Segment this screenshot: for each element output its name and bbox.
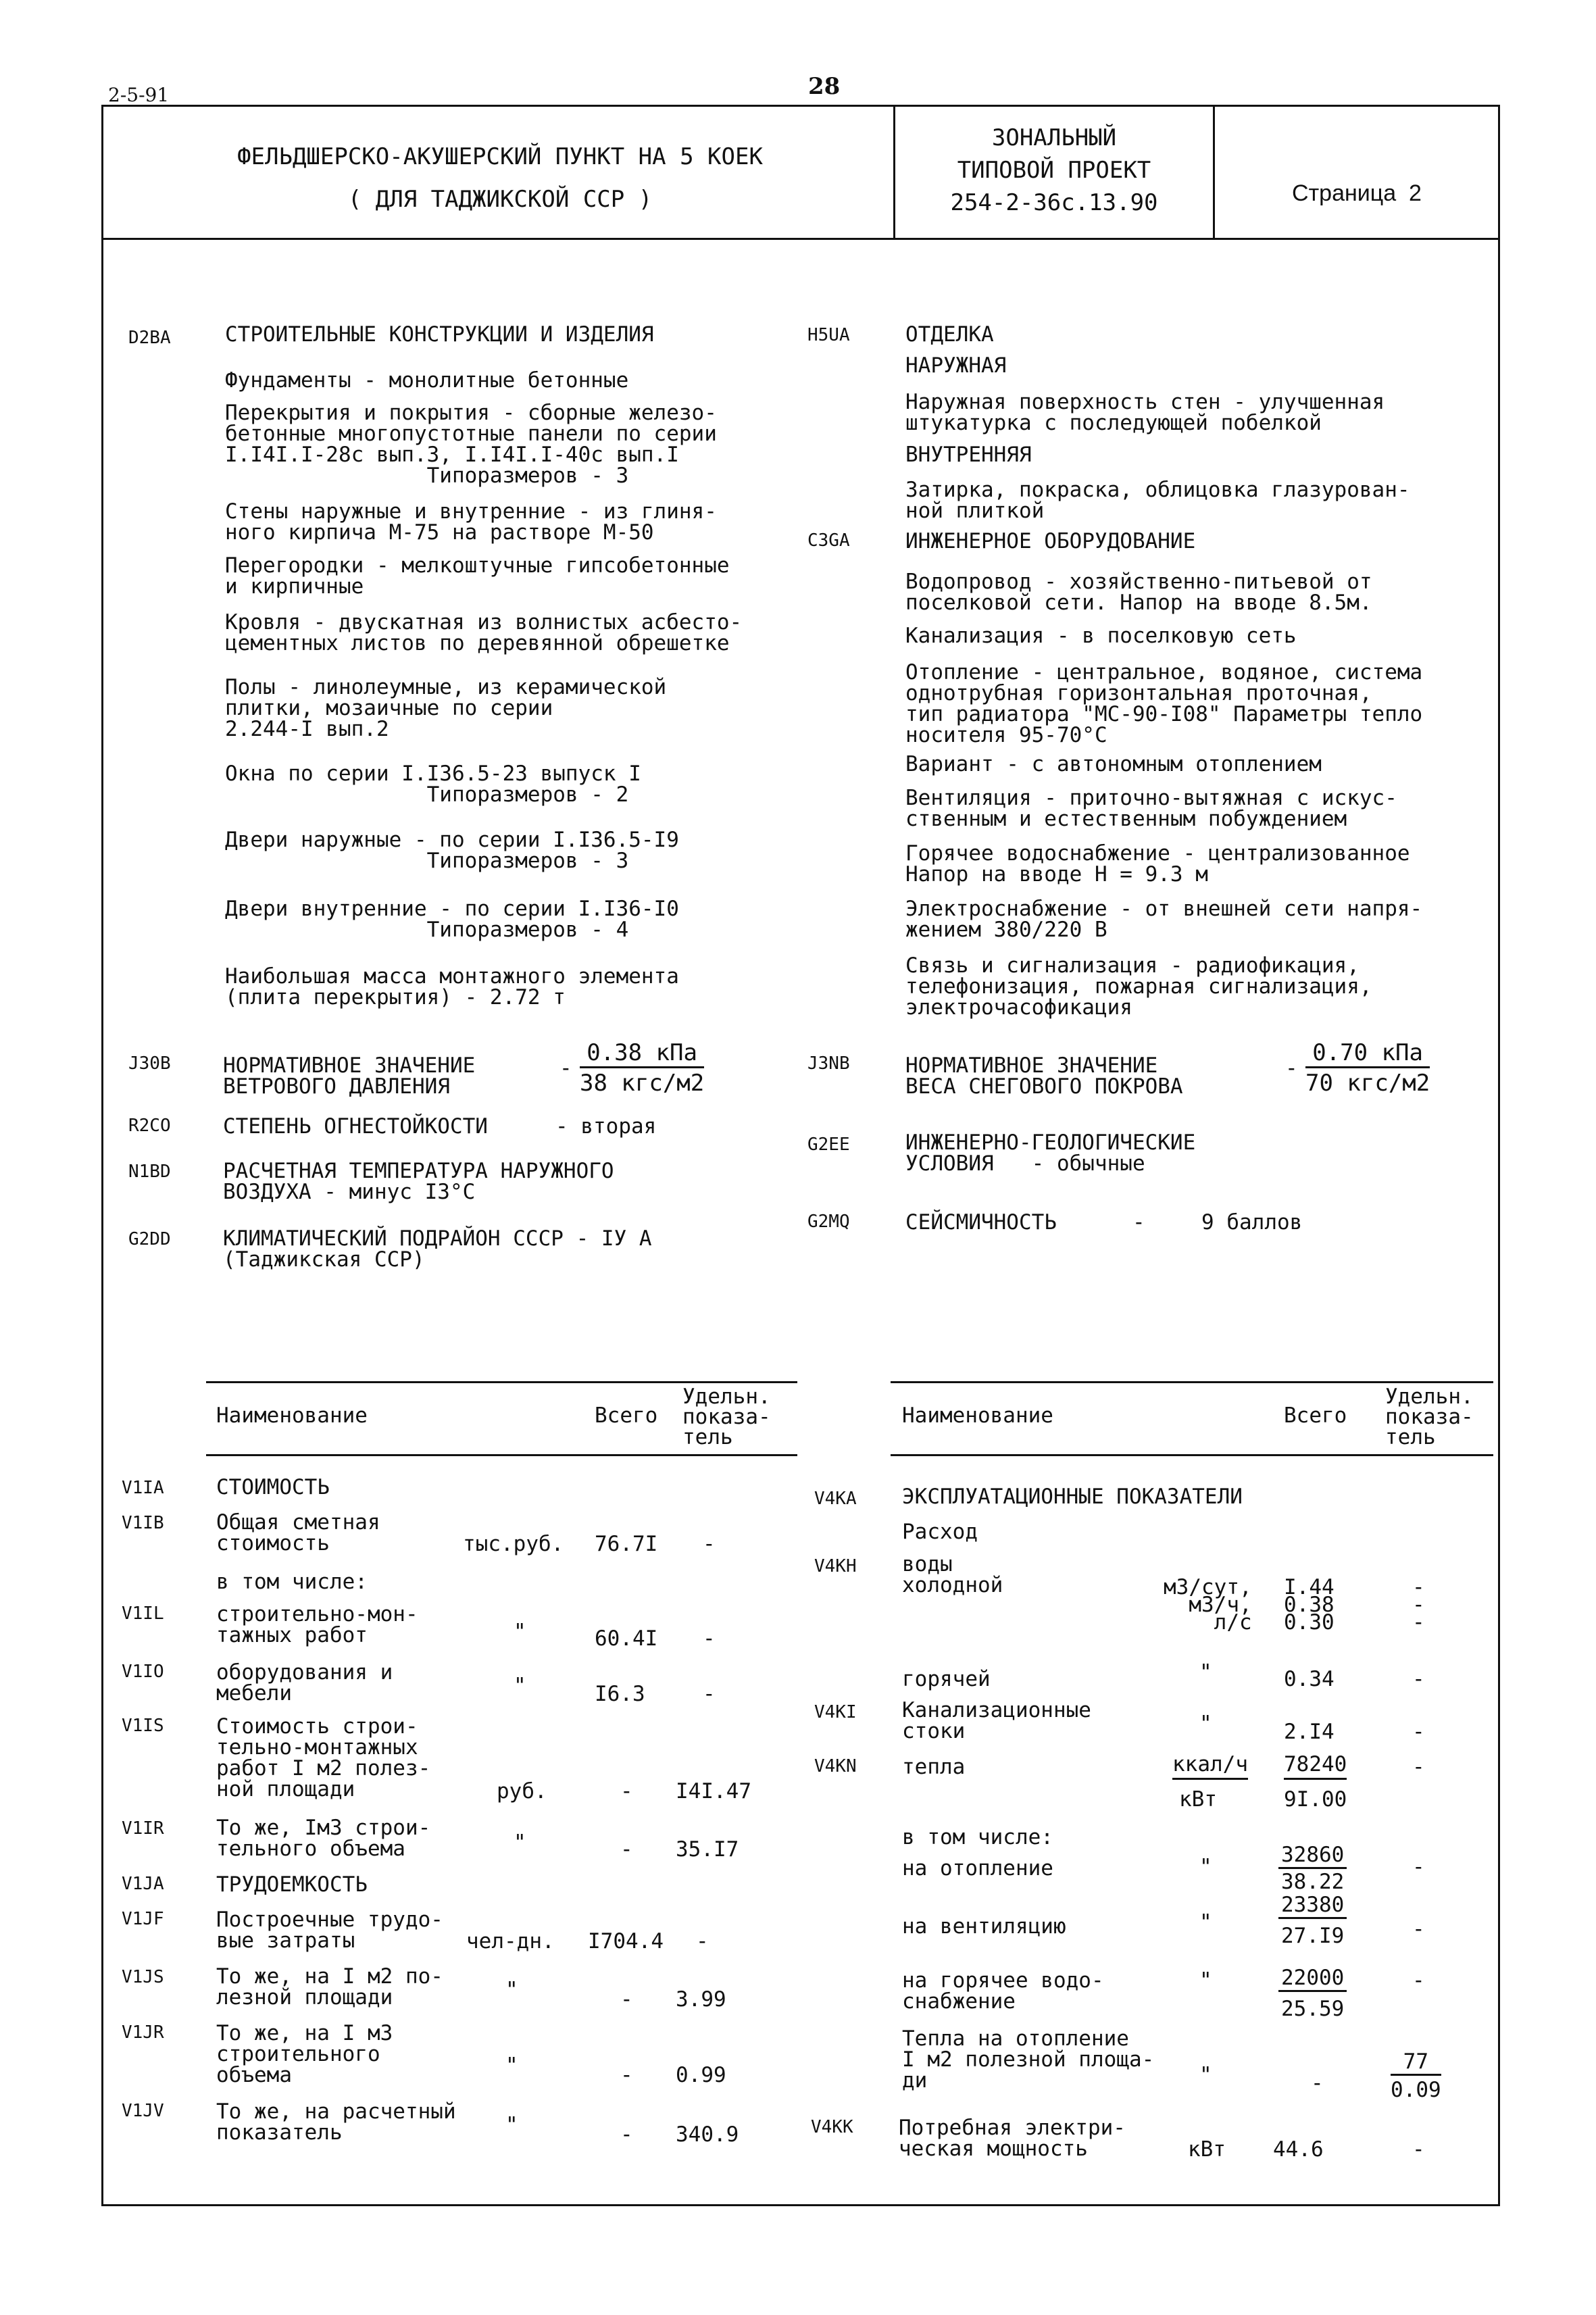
- item-roofing: Кровля - двускатная из волнистых асбесто- цементных листов по деревянной обрешетке: [225, 610, 743, 655]
- left-row-spec: -: [696, 1929, 709, 1953]
- heat-unit-kcal: ккал/ч: [1172, 1754, 1248, 1780]
- item-power-supply: Электроснабжение - от внешней сети напря- жением 380/220 В: [905, 897, 1423, 942]
- code-g2dd: G2DD: [128, 1229, 171, 1249]
- right-row-unit: кВт: [1188, 2137, 1226, 2162]
- right-row-name: воды холодной: [902, 1552, 1003, 1597]
- right-row-unit: ": [1199, 2063, 1212, 2087]
- finishing-exterior-heading: НАРУЖНАЯ: [905, 353, 1007, 378]
- right-row-name: ЭКСПЛУАТАЦИОННЫЕ ПОКАЗАТЕЛИ: [902, 1485, 1243, 1509]
- right-row-spec: -: [1412, 1667, 1425, 1691]
- code-j30b: J30B: [128, 1053, 171, 1074]
- right-row-total: [1284, 1754, 1347, 1810]
- left-row-spec: 35.I7: [676, 1837, 739, 1862]
- heat-per-m2-kcal: 77: [1391, 2051, 1441, 2076]
- left-table-header-total: Всего: [595, 1403, 658, 1428]
- hotwater-total-kcal: 22000: [1278, 1968, 1347, 1992]
- left-row-unit: ": [505, 2053, 518, 2078]
- right-row-name: на вентиляцию: [902, 1914, 1066, 1939]
- seismicity-label: СЕЙСМИЧНОСТЬ: [905, 1210, 1057, 1235]
- item-max-mass: Наибольшая масса монтажного элемента (плита перекрытия) - 2.72 т: [225, 964, 679, 1010]
- snow-load-label: НОРМАТИВНОЕ ЗНАЧЕНИЕ ВЕСА СНЕГОВОГО ПОКРОВА: [905, 1053, 1183, 1099]
- left-row-name: оборудования и мебели: [216, 1660, 393, 1706]
- left-row-code: V1IS: [122, 1716, 164, 1736]
- right-row-total: 44.6: [1273, 2137, 1324, 2162]
- code-g2mq: G2MQ: [807, 1212, 850, 1232]
- project-number: 254-2-36с.13.90: [950, 189, 1158, 216]
- wind-pressure-kpa: 0.38 кПа: [580, 1041, 704, 1068]
- item-foundations: Фундаменты - монолитные бетонные: [225, 368, 629, 393]
- snow-load-dash: -: [1285, 1056, 1298, 1080]
- right-row-spec: -: [1412, 1720, 1425, 1744]
- right-row-total: [1278, 1895, 1347, 1947]
- left-row-spec: 0.99: [676, 2063, 726, 2087]
- right-table-header-total: Всего: [1284, 1403, 1347, 1428]
- page-number: 28: [808, 73, 841, 100]
- right-table-header-name: Наименование: [902, 1403, 1053, 1428]
- right-row-unit: ": [1199, 1910, 1212, 1935]
- wind-pressure-label: НОРМАТИВНОЕ ЗНАЧЕНИЕ ВЕТРОВОГО ДАВЛЕНИЯ: [223, 1053, 476, 1099]
- sheet-number: 2-5-91: [108, 84, 170, 106]
- code-n1bd: N1BD: [128, 1162, 171, 1182]
- left-row-spec: 340.9: [676, 2122, 739, 2147]
- heating-total-kcal: 32860: [1278, 1845, 1347, 1869]
- right-row-spec: -: [1412, 1917, 1425, 1941]
- hotwater-total-kw: 25.59: [1281, 1997, 1345, 2021]
- section-engineering-equipment: ИНЖЕНЕРНОЕ ОБОРУДОВАНИЕ: [905, 529, 1196, 553]
- left-row-name: Общая сметная стоимость: [216, 1510, 380, 1555]
- document-subtitle: ( ДЛЯ ТАДЖИКСКОЙ ССР ): [347, 186, 653, 213]
- left-table-header-spec: Удельн. показа- тель: [682, 1385, 771, 1449]
- left-row-spec: -: [703, 1532, 716, 1556]
- item-hot-water: Горячее водоснабжение - централизованное Напор на вводе Н = 9.3 м: [905, 841, 1410, 887]
- right-row-total: -: [1311, 2071, 1324, 2095]
- item-heating: Отопление - центральное, водяное, система однотрубная горизонтальная проточная, тип радиатора "МС-90-I08" Параметры тепло носителя 95-70°С: [905, 660, 1423, 747]
- left-row-total: I6.3: [595, 1682, 645, 1706]
- item-communications: Связь и сигнализация - радиофикация, телефонизация, пожарная сигнализация, электрочасофикация: [905, 953, 1372, 1020]
- right-row-total: [1278, 1968, 1347, 2020]
- right-table-header-rule: [891, 1454, 1493, 1456]
- item-floors-roofs: Перекрытия и покрытия - сборные железо- бетонные многопустотные панели по серии I.I4I.I-28с вып.3, I.I4I.I-40с вып.I Типоразмеров - 3: [225, 401, 717, 488]
- left-row-total: -: [620, 1987, 633, 2012]
- left-row-code: V1JR: [122, 2022, 164, 2043]
- right-row-total: 0.34: [1284, 1667, 1335, 1691]
- left-table-header-name: Наименование: [216, 1403, 368, 1428]
- geological-conditions: ИНЖЕНЕРНО-ГЕОЛОГИЧЕСКИЕ УСЛОВИЯ - обычные: [905, 1130, 1196, 1176]
- heat-unit-kw: кВт: [1179, 1787, 1217, 1812]
- right-row-code: V4KI: [814, 1702, 857, 1722]
- wind-pressure-kgs: 38 кгс/м2: [580, 1070, 705, 1097]
- left-row-code: V1JA: [122, 1874, 164, 1894]
- item-sewerage: Канализация - в поселковую сеть: [905, 624, 1297, 648]
- left-table-header-rule: [206, 1454, 797, 1456]
- right-row-spec: - - -: [1412, 1575, 1425, 1635]
- left-row-code: V1IL: [122, 1603, 164, 1624]
- right-table-top-rule: [891, 1381, 1493, 1383]
- right-row-name: Потребная электри- ческая мощность: [899, 2116, 1126, 2161]
- fire-resistance-value: - вторая: [555, 1114, 657, 1139]
- left-row-spec: 3.99: [676, 1987, 726, 2012]
- snow-load-kgs: 70 кгс/м2: [1305, 1070, 1430, 1097]
- left-row-unit: ": [514, 1620, 526, 1644]
- left-row-unit: ": [514, 1831, 526, 1855]
- item-heating-variant: Вариант - с автономным отоплением: [905, 752, 1322, 776]
- left-row-code: V1IO: [122, 1662, 164, 1682]
- right-row-name: Тепла на отопление I м2 полезной площа- ди: [902, 2026, 1155, 2093]
- right-row-name: горячей: [902, 1667, 991, 1691]
- left-row-name: СТОИМОСТЬ: [216, 1475, 330, 1499]
- left-row-unit: тыс.руб.: [463, 1532, 564, 1556]
- left-row-code: V1IB: [122, 1513, 164, 1533]
- item-walls: Стены наружные и внутренние - из глиня- ного кирпича М-75 на растворе М-50: [225, 499, 717, 545]
- left-row-name: Построечные трудо- вые затраты: [216, 1908, 443, 1953]
- finishing-exterior-text: Наружная поверхность стен - улучшенная штукатурка с последующей побелкой: [905, 390, 1385, 435]
- right-row-spec: -: [1412, 1855, 1425, 1879]
- left-row-unit: ": [505, 2113, 518, 2137]
- wind-pressure-value: [580, 1041, 704, 1095]
- code-d2ba: D2BA: [128, 328, 171, 348]
- left-table-top-rule: [206, 1381, 797, 1383]
- fire-resistance-label: СТЕПЕНЬ ОГНЕСТОЙКОСТИ: [223, 1114, 488, 1139]
- left-row-name: То же, на расчетный показатель: [216, 2099, 456, 2145]
- code-g2ee: G2EE: [807, 1135, 850, 1155]
- right-row-code: V4KN: [814, 1756, 857, 1776]
- code-c3ga: C3GA: [807, 530, 850, 551]
- left-row-spec: -: [703, 1626, 716, 1651]
- left-row-spec: I4I.47: [676, 1779, 751, 1803]
- left-row-name: строительно-мон- тажных работ: [216, 1602, 418, 1647]
- item-windows: Окна по серии I.I36.5-23 выпуск I Типоразмеров - 2: [225, 762, 641, 807]
- climate-subregion: КЛИМАТИЧЕСКИЙ ПОДРАЙОН СССР - IУ А (Таджикская ССР): [223, 1226, 652, 1272]
- right-row-code: V4KK: [811, 2117, 853, 2137]
- left-row-unit: чел-дн.: [466, 1929, 555, 1953]
- right-row-spec: -: [1412, 1968, 1425, 1993]
- project-type-line2: ТИПОВОЙ ПРОЕКТ: [957, 157, 1151, 184]
- item-outer-doors: Двери наружные - по серии I.I36.5-I9 Типоразмеров - 3: [225, 828, 679, 873]
- right-row-unit: м3/сут, м3/ч, л/с: [1164, 1575, 1252, 1635]
- right-row-name: в том числе:: [902, 1825, 1053, 1849]
- item-partitions: Перегородки - мелкоштучные гипсобетонные и кирпичные: [225, 553, 730, 599]
- right-row-total: 2.I4: [1284, 1720, 1335, 1744]
- left-row-total: -: [620, 1779, 633, 1803]
- right-row-unit: [1172, 1754, 1248, 1810]
- code-r2co: R2CO: [128, 1116, 171, 1136]
- item-water-supply: Водопровод - хозяйственно-питьевой от поселковой сети. Напор на вводе 8.5м.: [905, 570, 1372, 615]
- finishing-interior-text: Затирка, покраска, облицовка глазурован- ной плиткой: [905, 478, 1410, 523]
- left-row-unit: руб.: [497, 1779, 547, 1803]
- page-label: Страница 2: [1292, 180, 1422, 206]
- left-row-name: То же, на I м3 строительного объема: [216, 2021, 393, 2087]
- right-row-spec: [1391, 2051, 1441, 2101]
- left-row-code: V1JF: [122, 1909, 164, 1929]
- left-row-unit: ": [514, 1674, 526, 1698]
- item-inner-doors: Двери внутренние - по серии I.I36-I0 Типоразмеров - 4: [225, 897, 679, 942]
- right-row-name: тепла: [902, 1755, 966, 1779]
- left-row-total: 60.4I: [595, 1626, 658, 1651]
- left-row-name: в том числе:: [216, 1570, 368, 1594]
- right-row-unit: ": [1199, 1660, 1212, 1685]
- heat-total-kcal: 78240: [1284, 1754, 1347, 1780]
- code-h5ua: H5UA: [807, 325, 850, 345]
- document-title: ФЕЛЬДШЕРСКО-АКУШЕРСКИЙ ПУНКТ НА 5 КОЕК: [237, 143, 763, 170]
- section-finishing: ОТДЕЛКА: [905, 322, 994, 347]
- left-row-name: То же, на I м2 по- лезной площади: [216, 1964, 443, 2010]
- left-row-total: -: [620, 2122, 633, 2147]
- right-row-total: I.44 0.38 0.30: [1284, 1575, 1335, 1635]
- item-ventilation: Вентиляция - приточно-вытяжная с искус- ственным и естественным побуждением: [905, 786, 1397, 831]
- snow-load-value: [1305, 1041, 1430, 1095]
- outdoor-temperature: РАСЧЕТНАЯ ТЕМПЕРАТУРА НАРУЖНОГО ВОЗДУХА - минус I3°С: [223, 1159, 614, 1204]
- item-floors: Полы - линолеумные, из керамической плитки, мозаичные по серии 2.244-I вып.2: [225, 675, 667, 741]
- seismicity-dash: -: [1132, 1210, 1145, 1235]
- right-row-name: на горячее водо- снабжение: [902, 1968, 1104, 2014]
- snow-load-kpa: 0.70 кПа: [1305, 1041, 1430, 1068]
- section-building-structures: СТРОИТЕЛЬНЫЕ КОНСТРУКЦИИ И ИЗДЕЛИЯ: [225, 322, 654, 347]
- heat-total-kw: 9I.00: [1284, 1787, 1347, 1812]
- heat-per-m2-kw: 0.09: [1391, 2078, 1441, 2102]
- right-row-name: на отопление: [902, 1856, 1053, 1881]
- header-col-divider-2: [1213, 105, 1215, 239]
- left-row-total: I704.4: [588, 1929, 664, 1953]
- right-row-spec: -: [1412, 1755, 1425, 1779]
- project-type-line1: ЗОНАЛЬНЫЙ: [991, 124, 1117, 151]
- left-row-code: V1IA: [122, 1478, 164, 1498]
- left-row-total: -: [620, 2063, 633, 2087]
- left-row-code: V1JS: [122, 1967, 164, 1987]
- left-row-code: V1IR: [122, 1818, 164, 1839]
- right-row-total: [1278, 1845, 1347, 1893]
- right-row-spec: -: [1412, 2137, 1425, 2162]
- left-row-name: ТРУДОЕМКОСТЬ: [216, 1872, 368, 1897]
- right-row-unit: ": [1199, 1855, 1212, 1879]
- finishing-interior-heading: ВНУТРЕННЯЯ: [905, 443, 1032, 467]
- left-row-code: V1JV: [122, 2101, 164, 2121]
- header-divider: [101, 238, 1500, 240]
- right-row-unit: ": [1199, 1968, 1212, 1993]
- left-row-total: -: [620, 1837, 633, 1862]
- right-row-code: V4KH: [814, 1556, 857, 1576]
- left-row-total: 76.7I: [595, 1532, 658, 1556]
- left-row-unit: ": [505, 1978, 518, 2002]
- left-row-name: То же, Iм3 строи- тельного объема: [216, 1816, 431, 1861]
- right-row-unit: ": [1199, 1712, 1212, 1736]
- left-row-name: Стоимость строи- тельно-монтажных работ I м2 полез- ной площади: [216, 1714, 431, 1801]
- right-row-name: Канализационные стоки: [902, 1698, 1091, 1743]
- seismicity-value: 9 баллов: [1201, 1210, 1303, 1235]
- right-table-header-spec: Удельн. показа- тель: [1385, 1385, 1474, 1449]
- left-row-spec: -: [703, 1682, 716, 1706]
- wind-pressure-dash: -: [559, 1056, 572, 1080]
- ventilation-total-kcal: 23380: [1278, 1895, 1347, 1919]
- ventilation-total-kw: 27.I9: [1281, 1924, 1345, 1948]
- right-row-name: Расход: [902, 1520, 978, 1544]
- heating-total-kw: 38.22: [1281, 1870, 1345, 1894]
- right-row-code: V4KA: [814, 1489, 857, 1509]
- code-j3nb: J3NB: [807, 1053, 850, 1074]
